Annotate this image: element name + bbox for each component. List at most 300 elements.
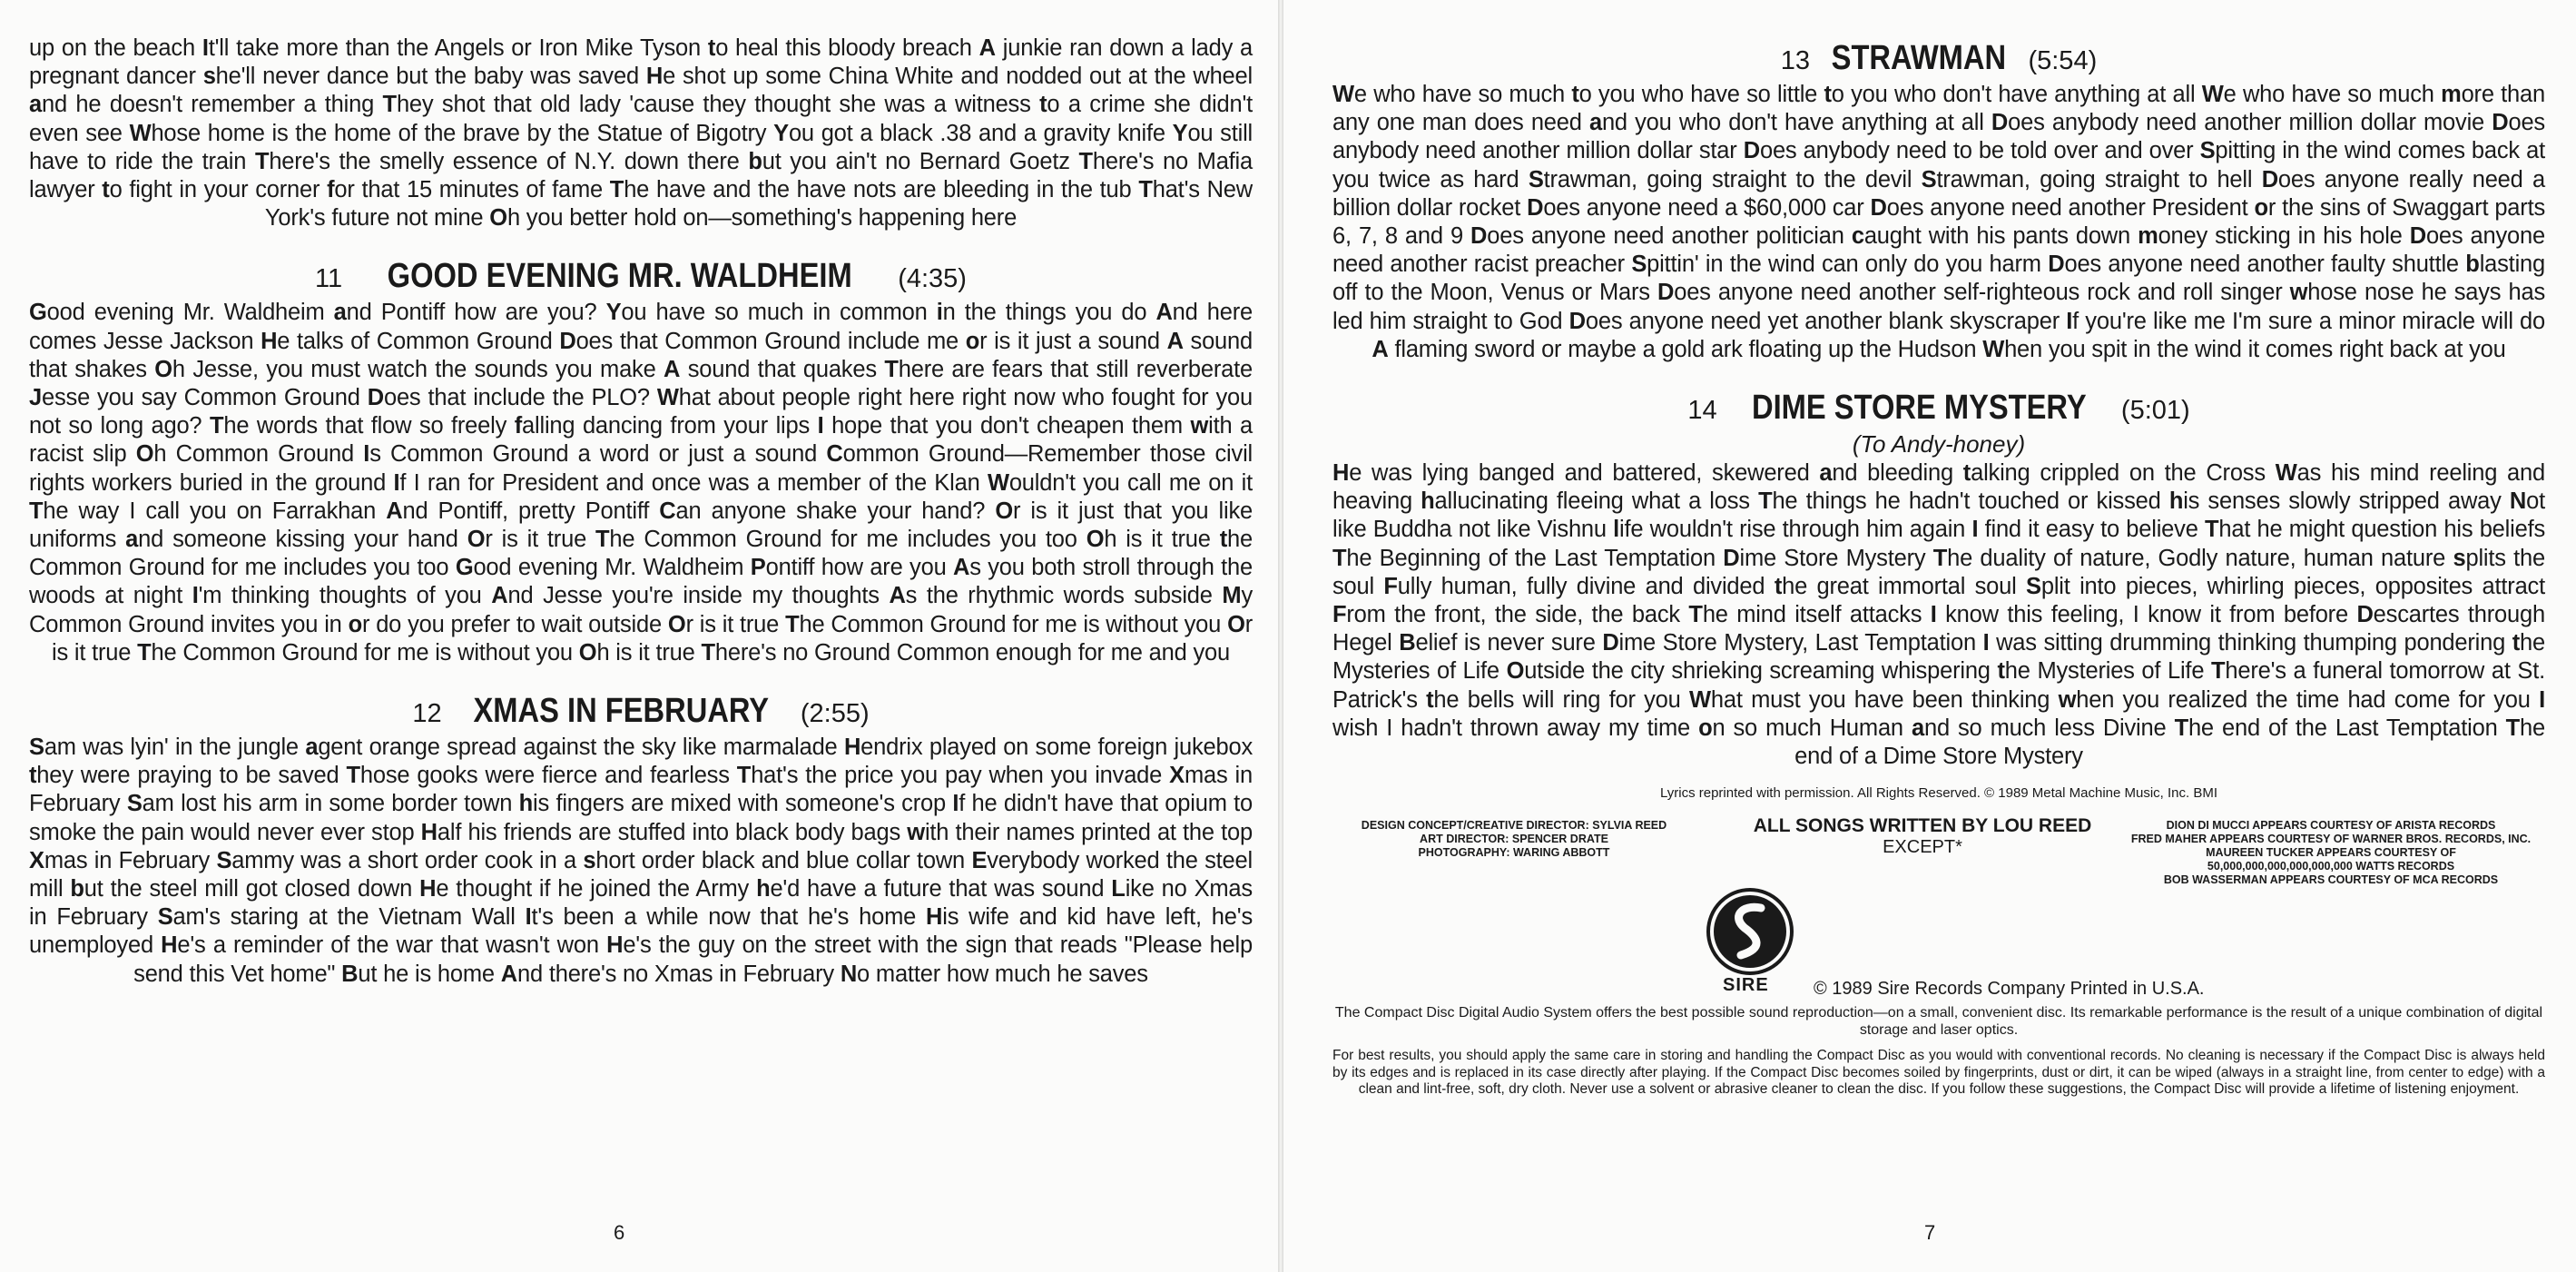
line-initial: D (1723, 545, 1740, 571)
lyric-fragment: nd Jesse you're inside my thoughts (507, 583, 890, 609)
line-initial: I (2539, 686, 2545, 713)
lyric-fragment: s the rhythmic words subside (905, 583, 1223, 609)
lyric-fragment: t'll take more than the Angels or Iron Mike Tyson (208, 35, 708, 61)
line-initial: T (382, 92, 397, 118)
song-duration: (2:55) (800, 699, 870, 729)
lyric-fragment: e thought if he joined the Army (436, 876, 757, 902)
line-initial: T (29, 498, 44, 524)
lyric-fragment: here's a funeral tomorrow at St. Patrick's (1332, 658, 2545, 713)
lyric-fragment: hose home is the home of the brave by the Statue of Bigotry (151, 120, 774, 146)
credit-line: PHOTOGRAPHY: WARING ABBOTT (1418, 846, 1610, 860)
line-initial: a (29, 92, 42, 118)
lyric-fragment: hat about people right here right now who fought for you not so long ago? (29, 385, 1253, 439)
lyric-fragment: nd so much less Divine (1923, 715, 2175, 741)
line-initial: t (1039, 92, 1047, 118)
song-number: 12 (412, 699, 442, 729)
line-initial: D (559, 328, 576, 354)
line-initial: a (305, 735, 319, 761)
label-logo-row (1332, 886, 2545, 1000)
lyric-fragment: nd you who don't have anything at all (1601, 110, 1991, 136)
line-initial: a (1588, 110, 1602, 136)
song-number: 13 (1780, 46, 1811, 75)
line-initial: b (748, 148, 762, 174)
song-lyrics-14 (1332, 459, 2545, 771)
line-initial: s (2453, 545, 2466, 571)
lyric-fragment: plits the soul (1332, 545, 2545, 599)
line-initial: T (1332, 545, 1347, 571)
song-heading-11 (29, 258, 1253, 297)
cd-notice: The Compact Disc Digital Audio System offers the best possible sound reproduction—on a small, convenient disc. Its remarkable performance is the result of a unique combination of digital storage and laser optics. (1334, 1005, 2543, 1039)
lyric-fragment: aught with his pants down (1863, 223, 2138, 250)
lyric-fragment: he mind itself attacks (1702, 602, 1931, 628)
lyric-fragment: he great immortal soul (1782, 573, 2027, 599)
lyric-fragment: oes anyone need a $60,000 car (1543, 194, 1871, 221)
line-initial: O (995, 498, 1013, 524)
line-initial: T (346, 763, 360, 789)
lyric-fragment: ully human, fully divine and divided (1397, 573, 1775, 599)
lyric-fragment: ut you ain't no Bernard Goetz (762, 148, 1079, 174)
lyric-fragment: sound that quakes (680, 356, 885, 382)
line-initial: s (583, 847, 596, 873)
line-initial: T (2204, 517, 2219, 543)
line-initial: O (578, 639, 597, 666)
line-initial: o (1698, 715, 1713, 741)
lyric-fragment: o matter how much he saves (857, 961, 1148, 987)
lyric-fragment: sound that shakes (29, 328, 1253, 382)
line-initial: D (1527, 194, 1544, 221)
line-initial: t (1962, 460, 1971, 487)
lyric-fragment: he words that flow so freely (223, 413, 515, 439)
credit-line: ART DIRECTOR: SPENCER DRATE (1420, 833, 1608, 846)
lyric-fragment: o a crime she didn't even see (29, 92, 1253, 146)
lyric-fragment: h you better hold on—something's happening here (506, 205, 1018, 232)
line-initial: O (1086, 527, 1105, 553)
lyric-fragment: nd he doesn't remember a thing (41, 92, 383, 118)
lyric-fragment: hose gooks were fierce and fearless (359, 763, 737, 789)
line-initial: A (1166, 328, 1184, 354)
lyric-fragment: 'm thinking thoughts of you (198, 583, 492, 609)
line-initial: J (29, 385, 42, 411)
line-initial: H (606, 932, 624, 959)
line-initial: w (2058, 686, 2077, 713)
lyric-fragment: o fight in your corner (109, 177, 328, 203)
song-lyrics-11 (29, 299, 1253, 667)
line-initial: D (1657, 280, 1675, 306)
lyric-fragment: hey were praying to be saved (36, 763, 347, 789)
line-initial: W (656, 385, 679, 411)
lyric-fragment: h Common Ground (153, 441, 364, 468)
line-initial: T (137, 639, 152, 666)
line-initial: b (70, 876, 84, 902)
lyric-fragment: is senses slowly stripped away (2183, 488, 2510, 515)
line-initial: H (1332, 460, 1350, 487)
lyric-fragment: ouldn't you call me on it (1008, 469, 1253, 496)
courtesy-credits (2122, 819, 2540, 887)
line-initial: B (341, 961, 359, 987)
credit-line: DESIGN CONCEPT/CREATIVE DIRECTOR: SYLVIA REED (1361, 819, 1667, 833)
lyric-fragment: t's been a while now that he's home (531, 904, 927, 931)
line-initial: W (129, 120, 152, 146)
lyric-fragment: s Common Ground a word or just a sound (369, 441, 827, 468)
line-initial: t (1426, 686, 1434, 713)
lyric-fragment: h Jesse, you must watch the sounds you make (172, 356, 664, 382)
line-initial: T (209, 413, 224, 439)
line-initial: A (386, 498, 403, 524)
lyric-fragment: ou have so much in common (621, 300, 937, 326)
lyric-fragment: am's staring at the Vietnam Wall (172, 904, 526, 931)
lyric-fragment: an anyone shake your hand? (675, 498, 996, 524)
lyric-fragment: he end of a Dime Store Mystery (1794, 715, 2545, 770)
lyric-fragment: allucinating fleeing what a loss (1434, 488, 1759, 515)
song-title: GOOD EVENING MR. WALDHEIM (388, 257, 853, 296)
line-initial: O (467, 527, 486, 553)
lyric-fragment: oes anyone need yet another blank skyscraper (1585, 308, 2067, 334)
lyric-fragment: here are fears that still reverberate (898, 356, 1253, 382)
lyric-fragment: hat's the price you pay when you invade (751, 763, 1170, 789)
line-initial: T (736, 763, 752, 789)
lyric-fragment: he Common Ground for me is without you (151, 639, 579, 666)
lyric-fragment: r the sins of Swaggart parts 6, 7, 8 and 9 (1332, 194, 2546, 250)
lyric-fragment: plit into pieces, whirling pieces, opposites attract (2040, 573, 2545, 599)
line-initial: S (126, 791, 143, 817)
lyric-fragment: flaming sword or maybe a gold ark floating up the Hudson (1388, 336, 1983, 362)
line-initial: c (1851, 223, 1864, 250)
line-initial: D (1991, 110, 2009, 136)
line-initial: h (1421, 488, 1435, 515)
lyric-fragment: ut he is home (358, 961, 501, 987)
line-initial: h (518, 791, 534, 817)
line-initial: H (645, 64, 664, 90)
line-initial: A (1372, 336, 1389, 362)
line-initial: W (1332, 82, 1354, 107)
line-initial: w (907, 819, 925, 845)
lyric-fragment: ut the steel mill got closed down (84, 876, 420, 902)
permission-line: Lyrics reprinted with permission. All Rights Reserved. © 1989 Metal Machine Music, Inc. BMI (1659, 785, 2218, 802)
lyric-fragment: hat he might question his beliefs (2218, 517, 2546, 543)
lyric-fragment: r is it true (485, 527, 596, 553)
song-title: DIME STORE MYSTERY (1751, 389, 2087, 428)
lyric-fragment: ime Store Mystery (1739, 545, 1933, 571)
lyric-fragment: alf his friends are stuffed into black body bags (437, 819, 908, 845)
line-initial: W (987, 469, 1009, 496)
lyric-fragment: gent orange spread against the sky like marmalade (318, 735, 844, 761)
line-initial: I (525, 904, 532, 931)
line-initial: S (1921, 166, 1937, 192)
lyric-fragment: he Mysteries of Life (1332, 630, 2545, 685)
lyric-fragment: e'd have a future that was sound (770, 876, 1112, 902)
line-initial: I (1930, 602, 1937, 628)
line-initial: H (161, 932, 178, 959)
line-initial: X (1169, 763, 1185, 789)
line-initial: Y (1172, 120, 1188, 146)
song-duration: (5:01) (2120, 396, 2190, 426)
lyric-fragment: ime Store Mystery, Last Temptation (1618, 630, 1983, 656)
care-notice: For best results, you should apply the same care in storing and handling the Compact Disc as you would with conventional records. No cleaning is necessary if the Compact Disc is always held by its edges and is replaced in its case directly after playing. If the Compact Disc becomes soiled by fingerprints, dust or dirt, it can be wiped (always in a straight line, from center to edge) with a clean and lint-free, soft, dry cloth. Never use a solvent or abrasive cleaner to clean the disc. If you follow these suggestions, the Compact Disc will provide a lifetime of listening enjoyment. (1332, 1048, 2545, 1098)
lyric-fragment: up on the beach (29, 35, 202, 61)
line-initial: t (102, 177, 110, 203)
line-initial: N (840, 961, 858, 987)
lyric-fragment: rom the front, the side, the back (1346, 602, 1689, 628)
lyric-fragment: r is it just that you like uniforms (29, 498, 1254, 553)
lyric-fragment: here's the smelly essence of N.Y. down there (269, 148, 749, 174)
line-initial: I (192, 583, 199, 609)
line-initial: t (29, 763, 37, 789)
line-initial: I (202, 35, 209, 61)
lyric-fragment: lasting off to the Moon, Venus or Mars (1332, 251, 2545, 306)
lyric-fragment: ot like Buddha not like Vishnu (1332, 488, 2545, 543)
lyric-fragment: f I ran for President and once was a member of the Klan (399, 469, 988, 496)
line-initial: S (2026, 573, 2041, 599)
song-title: XMAS IN FEBRUARY (473, 692, 770, 731)
lyric-fragment: nd someone kissing your hand (138, 527, 467, 553)
line-initial: o (965, 328, 980, 354)
lyric-fragment: he have and the have nots are bleeding in the tub (624, 177, 1139, 203)
lyric-fragment: y Common Ground invites you in (29, 583, 1253, 637)
lyric-fragment: r is it true (685, 611, 786, 637)
lyric-fragment: escartes through Hegel (1332, 602, 2545, 656)
line-initial: f (327, 177, 335, 203)
line-initial: t (2512, 630, 2521, 656)
lyric-fragment: e's the guy on the street with the sign that reads "Please help send this Vet home" (133, 932, 1253, 987)
line-initial: T (1688, 602, 1703, 628)
line-initial: T (884, 356, 899, 382)
credit-line: 50,000,000,000,000,000,000 WATTS RECORDS (2207, 860, 2455, 873)
line-initial: o (348, 611, 362, 637)
lyric-fragment: ontiff how are you (765, 555, 954, 581)
lyric-fragment: o you who have so little (1578, 82, 1824, 107)
line-initial: A (953, 555, 970, 581)
line-initial: I (1971, 517, 1979, 543)
production-credits (1342, 819, 1686, 860)
line-initial: t (1997, 658, 2005, 685)
lyric-fragment: s you both stroll through the woods at night (29, 555, 1253, 609)
line-initial: X (29, 847, 44, 873)
line-initial: T (2211, 658, 2226, 685)
line-initial: E (971, 847, 988, 873)
lyric-fragment: ore than any one man does need (1332, 82, 2545, 136)
line-initial: T (1758, 488, 1773, 515)
line-initial: W (2201, 82, 2224, 107)
line-initial: a (1911, 715, 1924, 741)
lyric-fragment: hope that you don't cheapen them (823, 413, 1191, 439)
lyric-fragment: he things he hadn't touched or kissed (1772, 488, 2169, 515)
lyric-fragment: ith a racist slip (29, 413, 1253, 468)
lyric-fragment: hat's New York's future not mine (264, 177, 1253, 232)
lyric-fragment: ood evening Mr. Waldheim (46, 300, 334, 326)
lyric-fragment: he Common Ground for me includes you too (609, 527, 1086, 553)
line-initial: t (1774, 573, 1783, 599)
line-initial: D (1602, 630, 1619, 656)
line-initial: F (1383, 573, 1398, 599)
lyric-fragment: e was lying banged and battered, skewered (1349, 460, 1820, 487)
line-initial: A (1155, 300, 1173, 326)
line-initial: T (1138, 177, 1153, 203)
lyric-fragment: f you're like me I'm sure a minor miracle will do (2072, 308, 2545, 334)
lyric-fragment: ike no Xmas in February (29, 876, 1253, 931)
credit-line: MAUREEN TUCKER APPEARS COURTESY OF (2206, 846, 2456, 860)
lyric-fragment: hose nose he says has led him straight to God (1332, 280, 2546, 334)
line-initial: D (1743, 138, 1760, 164)
lyric-fragment: oes anyone need another racist preacher (1332, 223, 2546, 278)
lyric-fragment: mas in February (29, 763, 1254, 817)
lyric-fragment: nd bleeding (1832, 460, 1963, 487)
lyric-fragment: o you who don't have anything at all (1831, 82, 2202, 107)
line-initial: S (1528, 166, 1544, 192)
line-initial: I (817, 413, 824, 439)
lyric-fragment: n the things you do (942, 300, 1156, 326)
lyric-fragment: verybody worked the steel mill (29, 847, 1253, 902)
lyric-fragment: f he didn't have that opium to smoke the pain would never ever stop (29, 791, 1254, 845)
lyric-fragment: is fingers are mixed with someone's crop (533, 791, 953, 817)
lyric-fragment: ith their names printed at the top (924, 819, 1253, 845)
line-initial: a (1819, 460, 1833, 487)
lyric-fragment: ood evening Mr. Waldheim (473, 555, 751, 581)
line-initial: Y (605, 300, 622, 326)
line-initial: H (419, 876, 437, 902)
lyric-fragment: oes that Common Ground include me (575, 328, 966, 354)
line-initial: W (2275, 460, 2297, 487)
lyric-fragment: alking crippled on the Cross (1971, 460, 2276, 487)
line-initial: D (2048, 251, 2065, 278)
line-initial: h (756, 876, 771, 902)
lyric-fragment: nd Pontiff, pretty Pontiff (402, 498, 660, 524)
lyric-fragment: here's no Ground Common enough for me and you (714, 639, 1230, 666)
lyric-fragment: e talks of Common Ground (277, 328, 560, 354)
line-initial: O (1506, 658, 1525, 685)
line-initial: t (1571, 82, 1579, 107)
lyric-fragment: esse you say Common Ground (41, 385, 368, 411)
line-initial: B (1399, 630, 1416, 656)
lyric-fragment: oes anyone really need a billion dollar rocket (1332, 166, 2545, 221)
line-initial: O (667, 611, 686, 637)
line-initial: D (2492, 110, 2509, 136)
line-initial: D (2409, 223, 2426, 250)
line-initial: O (489, 205, 507, 232)
lyric-fragment: oes anyone need another politician (1487, 223, 1852, 250)
songwriter-credit (1741, 815, 2104, 858)
lyric-fragment: pittin' in the wind can only do you harm (1647, 251, 2049, 278)
lyric-fragment: utside the city shrieking screaming whispering (1524, 658, 1998, 685)
line-initial: D (2261, 166, 2278, 192)
song-heading-12 (29, 693, 1253, 732)
line-initial: S (216, 847, 232, 873)
lyric-fragment: r do you prefer to wait outside (361, 611, 668, 637)
lyric-fragment: endrix played on some foreign jukebox (860, 735, 1253, 761)
line-initial: o (2254, 194, 2268, 221)
lyric-fragment: e's a reminder of the war that wasn't won (177, 932, 607, 959)
line-initial: H (420, 819, 438, 845)
line-initial: F (1332, 602, 1347, 628)
except-line: EXCEPT* (1883, 837, 1962, 858)
sire-logo-icon (1705, 886, 1795, 977)
right-page (1282, 0, 2576, 1272)
lyric-fragment: he way I call you on Farrakhan (43, 498, 387, 524)
line-initial: T (2505, 715, 2521, 741)
line-initial: A (978, 35, 996, 61)
song-number: 11 (315, 264, 343, 294)
line-initial: D (367, 385, 384, 411)
lyric-fragment: r is it true (51, 611, 1254, 666)
line-initial: a (333, 300, 347, 326)
song-lyrics-13 (1332, 81, 2545, 364)
song-lyrics-12 (29, 734, 1253, 989)
line-initial: T (1078, 148, 1093, 174)
lyric-fragment: he bells will ring for you (1433, 686, 1690, 713)
lyric-fragment: alling dancing from your lips (522, 413, 818, 439)
lyric-fragment: am was lyin' in the jungle (44, 735, 306, 761)
lyric-fragment: oes anyone need another faulty shuttle (2064, 251, 2466, 278)
lyric-fragment: o heal this bloody breach (715, 35, 979, 61)
line-initial: W (1982, 336, 2005, 362)
lyric-fragment: h is it true (1104, 527, 1220, 553)
lyric-fragment: nd Pontiff how are you? (346, 300, 606, 326)
lyric-fragment: oes anybody need to be told over and over (1759, 138, 2200, 164)
line-initial: T (1932, 545, 1948, 571)
line-initial: w (1190, 413, 1209, 439)
lyric-fragment: ommon Ground—Remember those civil rights workers buried in the ground (29, 441, 1253, 496)
lyric-fragment: oes anybody need another million dollar movie (2008, 110, 2492, 136)
lyric-fragment: elief is never sure (1415, 630, 1603, 656)
page-number-left: 6 (614, 1221, 625, 1244)
lyric-fragment: e who have so much (1353, 82, 1572, 107)
lyric-fragment: am lost his arm in some border town (142, 791, 519, 817)
line-initial: A (664, 356, 681, 382)
lyric-fragment: ou got a black .38 and a gravity knife (788, 120, 1173, 146)
song-dedication: (To Andy-honey) (1852, 430, 2026, 459)
credit-line: DION DI MUCCI APPEARS COURTESY OF ARISTA RECORDS (2166, 819, 2496, 833)
song-heading-14 (1332, 389, 2545, 429)
lyric-fragment: hen you spit in the wind it comes right back at you (2004, 336, 2506, 362)
line-initial: T (701, 639, 715, 666)
lyric-fragment: hort order black and blue collar town (595, 847, 972, 873)
line-initial: D (1870, 194, 1887, 221)
credits-row (1332, 812, 2545, 886)
line-initial: H (843, 735, 861, 761)
line-initial: T (609, 177, 624, 203)
line-initial: S (29, 735, 44, 761)
lyric-fragment: oes that include the PLO? (383, 385, 657, 411)
line-initial: m (2138, 223, 2158, 250)
lyric-fragment: r is it just a sound (979, 328, 1167, 354)
lyric-fragment: nd there's no Xmas in February (516, 961, 841, 987)
line-initial: A (491, 583, 508, 609)
song-number: 14 (1687, 396, 1717, 426)
lyric-fragment: wish I hadn't thrown away my time (1332, 715, 1699, 741)
line-initial: M (1222, 583, 1242, 609)
line-initial: A (500, 961, 517, 987)
lyric-fragment: he Common Ground for me includes you too (29, 527, 1253, 581)
line-initial: H (261, 328, 278, 354)
lyric-fragment: is wife and kid have left, he's unemployed (29, 904, 1253, 959)
line-initial: D (2356, 602, 2374, 628)
lyric-fragment: know this feeling, I know it from before (1936, 602, 2357, 628)
line-initial: S (157, 904, 173, 931)
lyric-fragment: n so much Human (1712, 715, 1912, 741)
lyric-fragment: hen you realized the time had come for you (2076, 686, 2540, 713)
lyric-fragment: oney sticking in his hole (2158, 223, 2410, 250)
song-heading-13 (1332, 40, 2545, 79)
left-page (0, 0, 1280, 1272)
lyric-fragment: oes anyone need another President (1886, 194, 2255, 221)
line-initial: Y (773, 120, 789, 146)
line-initial: l (1613, 517, 1620, 543)
line-initial: T (2174, 715, 2188, 741)
lyric-fragment: as his mind reeling and heaving (1332, 460, 2545, 515)
credit-line: BOB WASSERMAN APPEARS COURTESY OF MCA RECORDS (2163, 873, 2499, 887)
lyric-fragment: mas in February (44, 847, 217, 873)
line-initial: i (936, 300, 943, 326)
line-initial: S (1631, 251, 1647, 278)
